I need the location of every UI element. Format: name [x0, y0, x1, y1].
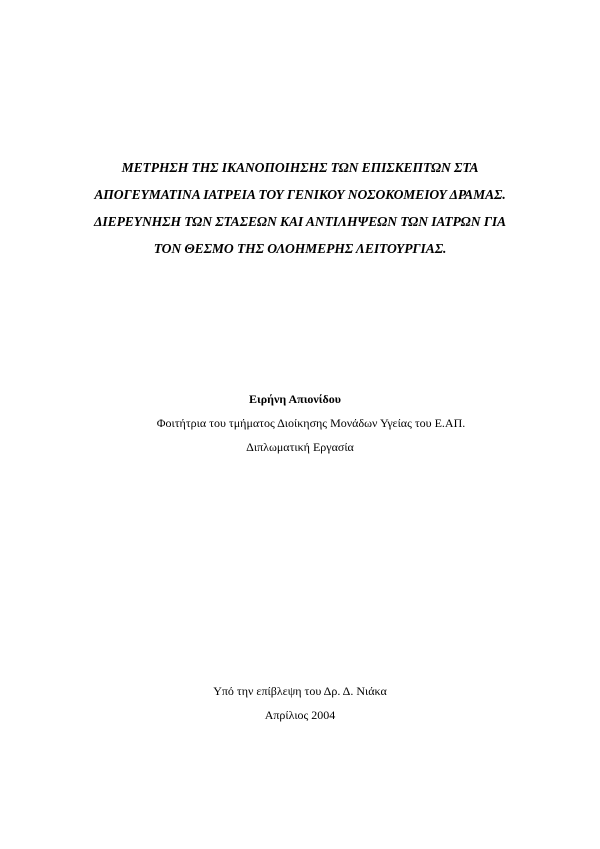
- author-block: [40, 390, 560, 456]
- document-date: Απρίλιος 2004: [264, 708, 336, 722]
- document-type: Διπλωματική Εργασία: [246, 440, 354, 454]
- author-name: Ειρήνη Απιονίδου: [249, 392, 341, 406]
- footer-block: [40, 682, 560, 724]
- title-line-1: ΜΕΤΡΗΣΗ ΤΗΣ ΙΚΑΝΟΠΟΙΗΣΗΣ ΤΩΝ ΕΠΙΣΚΕΠΤΩΝ ΣΤΑ: [121, 160, 479, 175]
- author-affiliation: Φοιτήτρια του τμήματος Διοίκησης Μονάδων Υγείας του Ε.ΑΠ.: [156, 416, 466, 430]
- supervisor-line: Υπό την επίβλεψη του Δρ. Δ. Νιάκα: [213, 684, 387, 698]
- title-line-2: ΑΠΟΓΕΥΜΑΤΙΝΑ ΙΑΤΡΕΙΑ ΤΟΥ ΓΕΝΙΚΟΥ ΝΟΣΟΚΟΜΕΙΟΥ ΔΡΑΜΑΣ.: [94, 187, 506, 202]
- title-line-3: ΔΙΕΡΕΥΝΗΣΗ ΤΩΝ ΣΤΑΣΕΩΝ ΚΑΙ ΑΝΤΙΛΗΨΕΩΝ ΤΩΝ ΙΑΤΡΩΝ ΓΙΑ: [93, 214, 507, 229]
- title-line-4: ΤΟΝ ΘΕΣΜΟ ΤΗΣ ΟΛΟΗΜΕΡΗΣ ΛΕΙΤΟΥΡΓΙΑΣ.: [153, 241, 447, 256]
- thesis-title: [40, 154, 560, 262]
